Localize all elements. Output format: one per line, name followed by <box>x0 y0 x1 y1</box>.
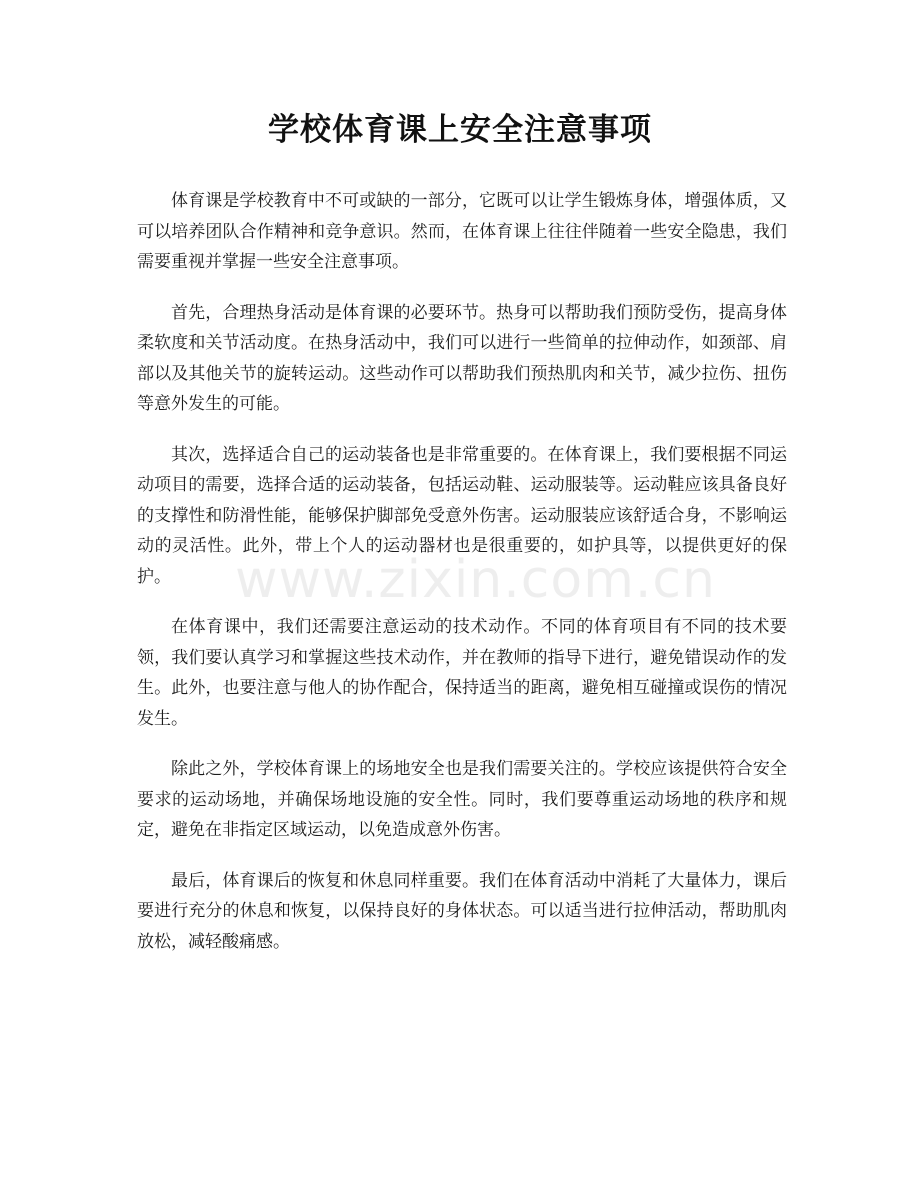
paragraph-technique: 在体育课中，我们还需要注意运动的技术动作。不同的体育项目有不同的技术要领，我们要认真学习和掌握这些技术动作，并在教师的指导下进行，避免错误动作的发生。此外，也要注意与他人的协作配合，保持适当的距离，避免相互碰撞或误伤的情况发生。 <box>137 617 787 729</box>
paragraph-recovery: 最后，体育课后的恢复和休息同样重要。我们在体育活动中消耗了大量体力，课后要进行充分的休息和恢复，以保持良好的身体状态。可以适当进行拉伸活动，帮助肌肉放松，减轻酸痛感。 <box>137 870 787 952</box>
paragraph-equipment: 其次，选择适合自己的运动装备也是非常重要的。在体育课上，我们要根据不同运动项目的需要，选择合适的运动装备，包括运动鞋、运动服装等。运动鞋应该具备良好的支撑性和防滑性能，能够保护脚部免受意外伤害。运动服装应该舒适合身，不影响运动的灵活性。此外，带上个人的运动器材也是很重要的，如护具等，以提供更好的保护。 <box>137 444 787 587</box>
document-title: 学校体育课上安全注意事项 <box>268 112 652 148</box>
paragraph-intro: 体育课是学校教育中不可或缺的一部分，它既可以让学生锻炼身体，增强体质，又可以培养团队合作精神和竞争意识。然而，在体育课上往往伴随着一些安全隐患，我们需要重视并掌握一些安全注意事项。 <box>137 191 787 272</box>
watermark-text: www.zixin.com.cn <box>235 550 716 610</box>
document-body <box>137 186 787 977</box>
paragraph-venue: 除此之外，学校体育课上的场地安全也是我们需要关注的。学校应该提供符合安全要求的运动场地，并确保场地设施的安全性。同时，我们要尊重运动场地的秩序和规定，避免在非指定区域运动，以免造成意外伤害。 <box>137 759 787 840</box>
paragraph-warmup: 首先，合理热身活动是体育课的必要环节。热身可以帮助我们预防受伤，提高身体柔软度和关节活动度。在热身活动中，我们可以进行一些简单的拉伸动作，如颈部、肩部以及其他关节的旋转运动。这些动作可以帮助我们预热肌肉和关节，减少拉伤、扭伤等意外发生的可能。 <box>137 302 787 414</box>
